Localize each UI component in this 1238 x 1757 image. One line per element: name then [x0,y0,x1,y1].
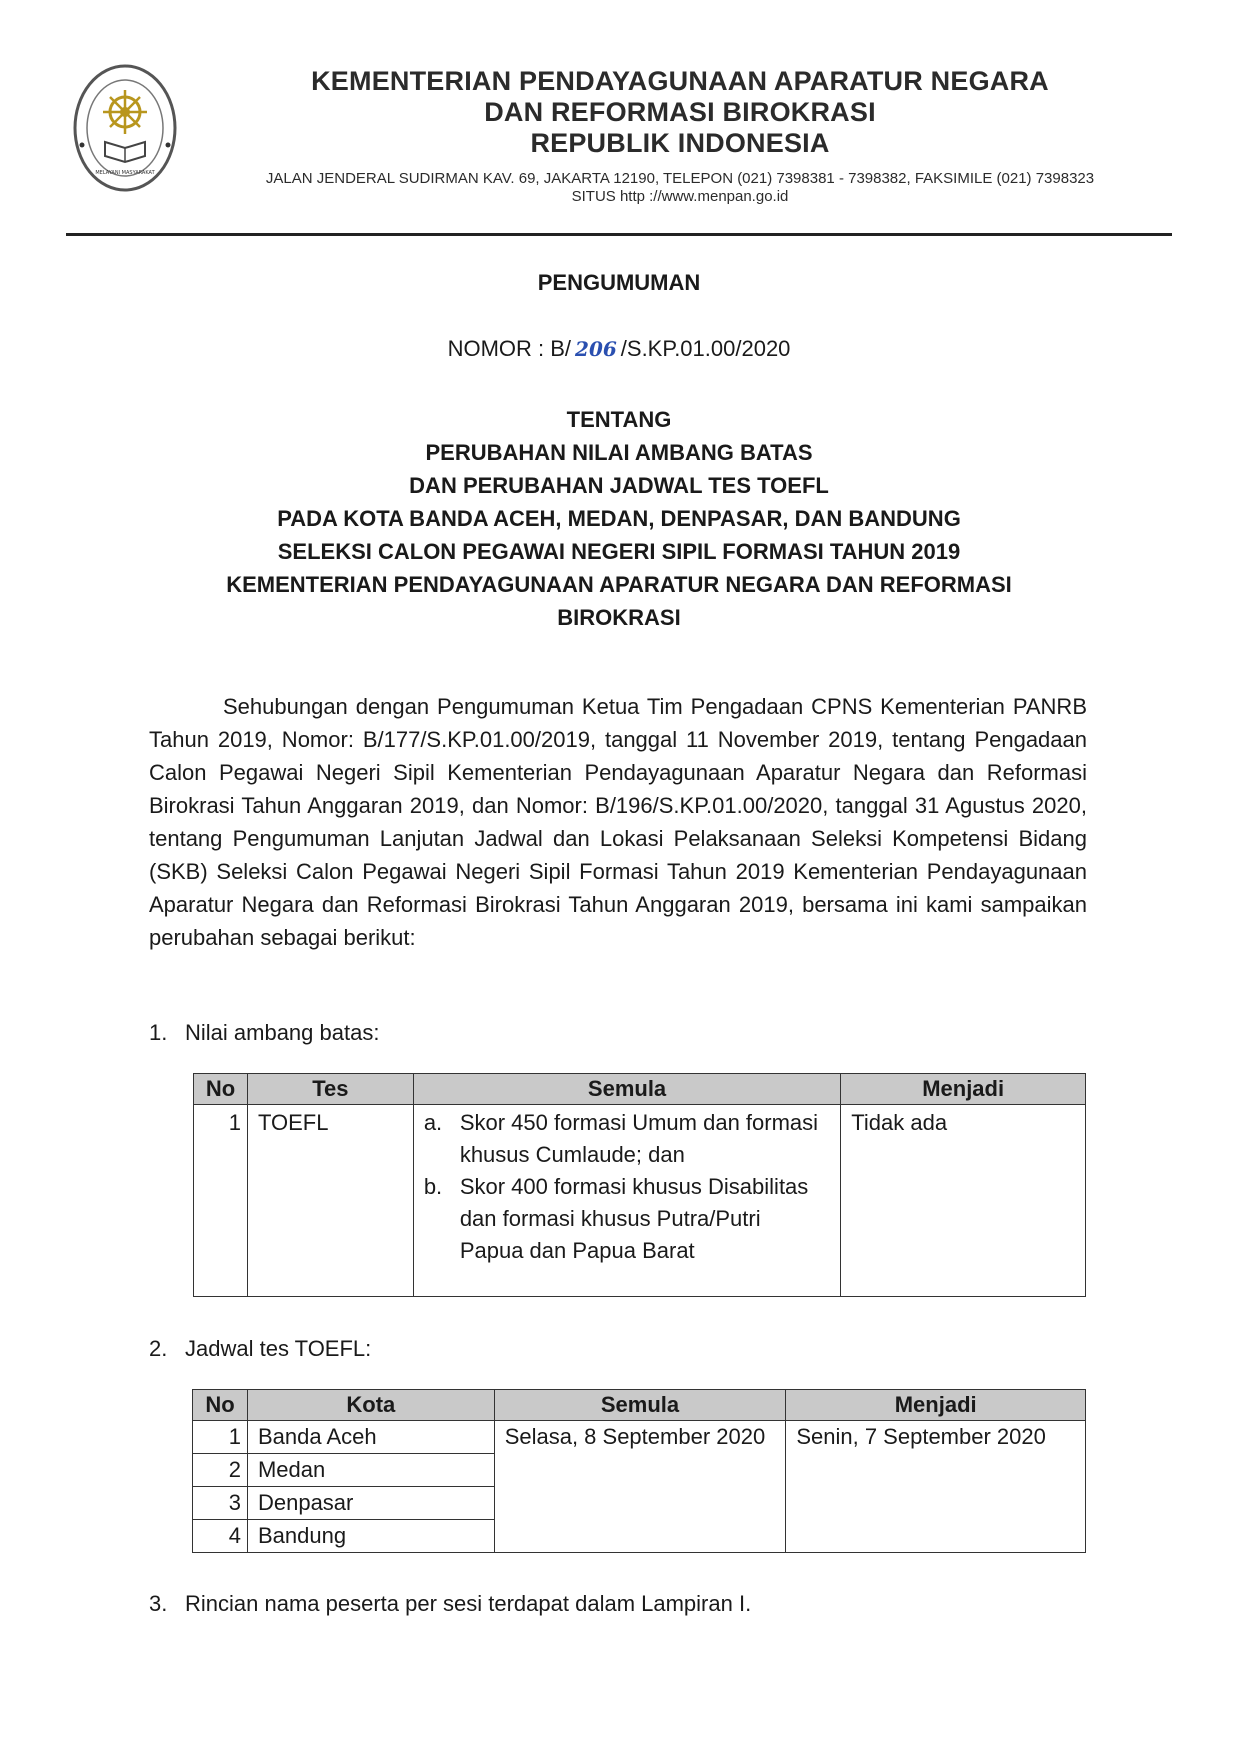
table-cell-no: 4 [193,1520,248,1553]
table-cell-no: 2 [193,1454,248,1487]
body-paragraph-text: Sehubungan dengan Pengumuman Ketua Tim Pengadaan CPNS Kementerian PANRB Tahun 2019, Nomor: B/177/S.KP.01.00/2019, tanggal 11 November 2019, tentang Pengadaan Calon Pegawai Negeri Sipil Kementerian Pendayagunaan Aparatur Negara dan Reformasi Birokrasi Tahun Anggaran 2019, dan Nomor: B/196/S.KP.01.00/2020, tanggal 31 Agustus 2020, tentang Pengumuman Lanjutan Jadwal dan Lokasi Pelaksanaan Seleksi Kompetensi Bidang (SKB) Seleksi Calon Pegawai Negeri Sipil Formasi Tahun 2019 Kementerian Pendayagunaan Aparatur Negara dan Reformasi Birokrasi Tahun Anggaran 2019, bersama ini kami sampaikan perubahan sebagai berikut: [149,694,1087,950]
semula-item: b. Skor 400 formasi khusus Disabilitas dan formasi khusus Putra/Putri Papua dan Papua Barat [423,1174,809,1263]
list-item [149,1589,751,1619]
table-cell-kota: Bandung [247,1520,494,1553]
list-item-text: Nilai ambang batas: [185,1020,380,1045]
threshold-table [193,1073,1086,1297]
list-item-text: Rincian nama peserta per sesi terdapat dalam Lampiran I. [185,1591,752,1616]
table-cell-kota: Medan [247,1454,494,1487]
document-number [0,336,1238,362]
semula-item: a. Skor 450 formasi Umum dan formasi khusus Cumlaude; dan [423,1110,819,1167]
table-header-cell: Menjadi [786,1390,1086,1421]
table-header-row [194,1074,1086,1105]
handwritten-number: 206 [575,337,617,361]
subject-line: PERUBAHAN NILAI AMBANG BATAS [425,440,813,465]
table-cell-no: 1 [193,1421,248,1454]
letterhead-divider [66,233,1172,236]
table-header-cell: Semula [413,1074,840,1105]
subject-line: SELEKSI CALON PEGAWAI NEGERI SIPIL FORMASI TAHUN 2019 [277,539,961,564]
table-row [194,1105,1086,1297]
list-item-number: 3. [149,1591,168,1616]
subject-line: TENTANG [566,407,672,432]
table-cell-kota: Banda Aceh [247,1421,494,1454]
nomor-suffix: /S.KP.01.00/2020 [620,336,791,361]
nomor-prefix: NOMOR : B/ [447,336,572,361]
table-header-cell: No [194,1074,248,1105]
org-name-line2: DAN REFORMASI BIROKRASI [484,97,876,127]
table-header-cell: Menjadi [841,1074,1086,1105]
list-item-number: 1. [149,1020,168,1045]
org-name-line3: REPUBLIK INDONESIA [530,128,830,158]
subject-line: KEMENTERIAN PENDAYAGUNAAN APARATUR NEGARA DAN REFORMASI [226,572,1012,597]
table-cell-menjadi: Senin, 7 September 2020 [786,1421,1086,1553]
subject-line: DAN PERUBAHAN JADWAL TES TOEFL [409,473,829,498]
org-name-line1: KEMENTERIAN PENDAYAGUNAAN APARATUR NEGARA [311,66,1049,96]
document-title: PENGUMUMAN [537,270,701,295]
list-item [149,1018,379,1048]
table-header-cell: Tes [247,1074,413,1105]
table-cell-semula: Selasa, 8 September 2020 [494,1421,786,1553]
subject-block [0,403,1238,634]
table-header-cell: No [193,1390,248,1421]
list-item-text: Jadwal tes TOEFL: [185,1336,372,1361]
table-cell-kota: Denpasar [247,1487,494,1520]
list-item-number: 2. [149,1336,168,1361]
list-item [149,1334,371,1364]
schedule-table [192,1389,1086,1553]
logo-motto: MELAYANI MASYARAKAT [95,170,155,176]
body-paragraph [149,690,1087,954]
table-cell-no: 3 [193,1487,248,1520]
letterhead [190,66,1170,205]
subject-line: PADA KOTA BANDA ACEH, MEDAN, DENPASAR, DAN BANDUNG [277,506,961,531]
table-header-row [193,1390,1086,1421]
table-cell-tes: TOEFL [247,1105,413,1297]
subject-line: BIROKRASI [557,605,681,630]
org-address: JALAN JENDERAL SUDIRMAN KAV. 69, JAKARTA 12190, TELEPON (021) 7398381 - 7398382, FAKSIMILE (021) 7398323 [265,170,1095,187]
table-cell-menjadi: Tidak ada [841,1105,1086,1297]
table-header-cell: Semula [494,1390,786,1421]
table-row [193,1421,1086,1454]
org-website: SITUS http ://www.menpan.go.id [571,188,789,205]
table-cell-no: 1 [194,1105,248,1297]
ministry-logo-icon [70,60,180,200]
table-header-cell: Kota [247,1390,494,1421]
table-cell-semula [413,1105,840,1297]
